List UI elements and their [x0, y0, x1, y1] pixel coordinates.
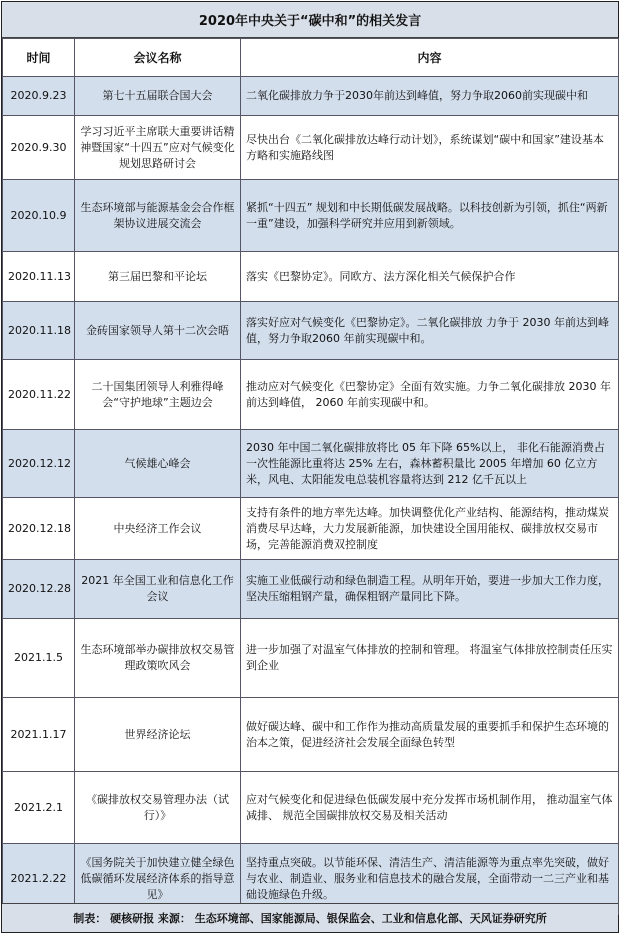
meeting-cell: 生态环境部举办碳排放权交易管理政策吹风会 — [75, 619, 241, 698]
meeting-cell: 生态环境部与能源基金会合作框架协议进展交流会 — [75, 180, 241, 252]
content-cell: 实施工业低碳行动和绿色制造工程。从明年开始，要进一步加大工作力度， 坚决压缩粗钢产量，确保粗钢产量同比下降。 — [241, 560, 619, 619]
table-row — [3, 772, 619, 844]
meeting-cell: 《碳排放权交易管理办法（试行）》 — [75, 772, 241, 844]
content-cell: 落实《巴黎协定》。同欧方、法方深化相关气候保护合作 — [241, 252, 619, 302]
date-cell: 2020.12.12 — [3, 430, 75, 498]
column-header-time: 时间 — [3, 39, 75, 77]
date-cell: 2020.11.18 — [3, 302, 75, 360]
column-header-content: 内容 — [241, 39, 619, 77]
date-cell: 2020.12.18 — [3, 498, 75, 560]
table-row — [3, 498, 619, 560]
date-cell: 2020.11.13 — [3, 252, 75, 302]
content-cell: 坚持重点突破。以节能环保、清洁生产、清洁能源等为重点率先突破，做好与农业、制造业、服务业和信息技术的融合发展，全面带动一二三产业和基础设施绿色升级。 — [241, 844, 619, 915]
date-cell: 2020.10.9 — [3, 180, 75, 252]
table-row — [3, 430, 619, 498]
content-cell: 二氧化碳排放力争于2030年前达到峰值，努力争取2060前实现碳中和 — [241, 77, 619, 116]
meeting-cell: 金砖国家领导人第十二次会晤 — [75, 302, 241, 360]
table-row — [3, 619, 619, 698]
table-row — [3, 302, 619, 360]
table-row — [3, 252, 619, 302]
meeting-cell: 中央经济工作会议 — [75, 498, 241, 560]
table-row — [3, 560, 619, 619]
source-footer: 制表： 硬核研报 来源： 生态环境部、国家能源局、银保监会、工业和信息化部、天风证券研究所 — [2, 903, 618, 932]
date-cell: 2021.2.22 — [3, 844, 75, 915]
content-cell: 推动应对气候变化《巴黎协定》全面有效实施。力争二氧化碳排放 2030 年前达到峰值， 2060 年前实现碳中和。 — [241, 360, 619, 430]
content-cell: 落实好应对气候变化《巴黎协定》。二氧化碳排放 力争于 2030 年前达到峰值，努力争取2060 年前实现碳中和。 — [241, 302, 619, 360]
content-cell: 2030 年中国二氧化碳排放将比 05 年下降 65%以上， 非化石能源消费占一次性能源比重将达 25% 左右，森林蓄积量比 2005 年增加 60 亿立方米，风电、太阳能发电总装机容量将达到 212 亿千瓦以上 — [241, 430, 619, 498]
table-row — [3, 360, 619, 430]
date-cell: 2021.1.17 — [3, 698, 75, 772]
table-title: 2020年中央关于“碳中和”的相关发言 — [2, 2, 618, 38]
date-cell: 2020.9.30 — [3, 116, 75, 180]
date-cell: 2020.9.23 — [3, 77, 75, 116]
meeting-cell: 2021 年全国工业和信息化工作会议 — [75, 560, 241, 619]
meeting-cell: 学习习近平主席联大重要讲话精神暨国家“十四五”应对气候变化规划思路研讨会 — [75, 116, 241, 180]
meeting-cell: 世界经济论坛 — [75, 698, 241, 772]
column-header-meeting: 会议名称 — [75, 39, 241, 77]
content-cell: 进一步加强了对温室气体排放的控制和管理。 将温室气体排放控制责任压实到企业 — [241, 619, 619, 698]
meeting-cell: 《国务院关于加快建立健全绿色低碳循环发展经济体系的指导意见》 — [75, 844, 241, 915]
table-frame — [1, 1, 619, 933]
table-row — [3, 180, 619, 252]
date-cell: 2020.11.22 — [3, 360, 75, 430]
content-cell: 做好碳达峰、碳中和工作作为推动高质量发展的重要抓手和保护生态环境的治本之策，促进经济社会发展全面绿色转型 — [241, 698, 619, 772]
meeting-cell: 第七十五届联合国大会 — [75, 77, 241, 116]
content-cell: 尽快出台《二氧化碳排放达峰行动计划》，系统谋划“碳中和国家”建设基本方略和实施路线图 — [241, 116, 619, 180]
date-cell: 2021.2.1 — [3, 772, 75, 844]
date-cell: 2020.12.28 — [3, 560, 75, 619]
meeting-cell: 二十国集团领导人利雅得峰会“守护地球”主题边会 — [75, 360, 241, 430]
content-cell: 紧抓“十四五” 规划和中长期低碳发展战略。以科技创新为引领，抓住“两新一重”建设，加强科学研究并应用到新领域。 — [241, 180, 619, 252]
statement-table — [2, 38, 619, 915]
header-row — [3, 39, 619, 77]
table-row — [3, 116, 619, 180]
content-cell: 应对气候变化和促进绿色低碳发展中充分发挥市场机制作用， 推动温室气体减排、 规范全国碳排放权交易及相关活动 — [241, 772, 619, 844]
meeting-cell: 第三届巴黎和平论坛 — [75, 252, 241, 302]
content-cell: 支持有条件的地方率先达峰。加快调整优化产业结构、能源结构，推动煤炭消费尽早达峰，大力发展新能源，加快建设全国用能权、碳排放权交易市场，完善能源消费双控制度 — [241, 498, 619, 560]
table-row — [3, 698, 619, 772]
date-cell: 2021.1.5 — [3, 619, 75, 698]
table-row — [3, 77, 619, 116]
meeting-cell: 气候雄心峰会 — [75, 430, 241, 498]
